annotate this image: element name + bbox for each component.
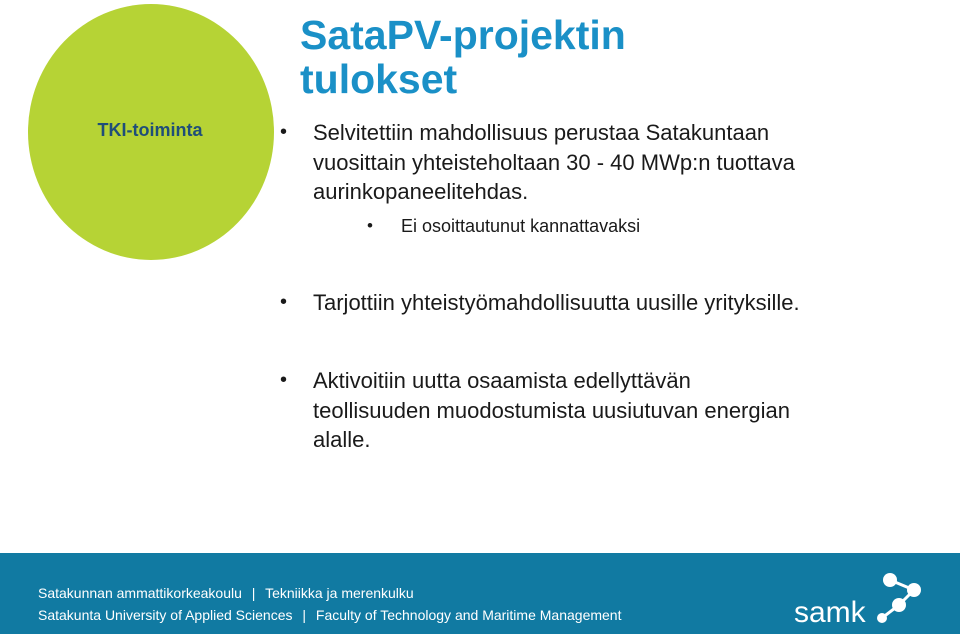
section-label: TKI-toiminta	[97, 120, 203, 140]
logo-wordmark: samk	[794, 596, 866, 629]
bullet-item-1	[280, 118, 913, 207]
slide-title	[300, 13, 820, 101]
footer-institution-fi: Satakunnan ammattikorkeakoulu	[38, 585, 242, 601]
footer-line-english	[38, 607, 621, 623]
bullet-3-line-3: alalle.	[313, 427, 371, 452]
footer-separator: |	[302, 607, 307, 623]
bullet-2-line-1: Tarjottiin yhteistyömahdollisuutta uusille yrityksille.	[313, 290, 800, 315]
footer-separator: |	[251, 585, 256, 601]
bullet-item-3	[280, 366, 913, 455]
bullet-1-line-3: aurinkopaneelitehdas.	[313, 179, 529, 204]
bullet-3-line-1: Aktivoitiin uutta osaamista edellyttävän	[313, 368, 691, 393]
bullet-icon: •	[280, 291, 288, 313]
footer-faculty-en: Faculty of Technology and Maritime Management	[315, 607, 622, 623]
bullet-icon: •	[280, 369, 288, 391]
samk-logo	[790, 566, 940, 630]
bullet-3-line-2: teollisuuden muodostumista uusiutuvan energian	[313, 397, 790, 423]
bullet-icon: •	[367, 216, 373, 235]
bullet-item-2	[280, 288, 933, 318]
sub-bullet-item	[367, 214, 901, 238]
title-line-1: SataPV-projektin	[300, 12, 626, 58]
bullet-1-line-2: vuosittain yhteisteholtaan 30 - 40 MWp:n tuottava	[313, 149, 795, 175]
bullet-1-line-1: Selvitettiin mahdollisuus perustaa Satakuntaan	[313, 120, 770, 145]
title-line-2: tulokset	[300, 56, 458, 102]
footer-faculty-fi: Tekniikka ja merenkulku	[265, 585, 414, 601]
footer-line-finnish	[38, 585, 414, 601]
footer-institution-en: Satakunta University of Applied Sciences	[38, 607, 293, 623]
bullet-icon: •	[280, 121, 288, 143]
sub-bullet-text: Ei osoittautunut kannattavaksi	[401, 216, 641, 236]
